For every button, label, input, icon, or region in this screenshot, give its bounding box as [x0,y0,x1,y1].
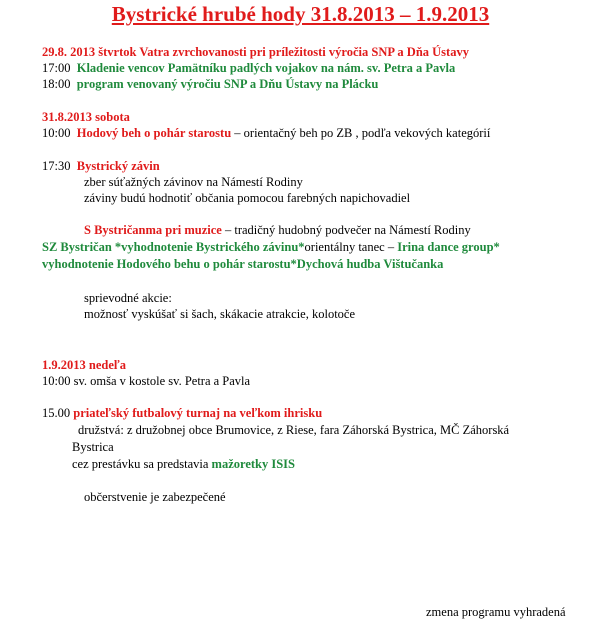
day3-football-name: priateľský futbalový turnaj na veľkom ihrisku [73,406,323,420]
day2-program-part1: SZ Bystričan *vyhodnotenie Bystrického závinu* [42,240,305,254]
day2-muzika-name: S Bystričanma pri muzice [84,223,222,237]
day2-run-desc: – orientačný beh po ZB , podľa vekových kategórií [234,126,491,140]
day2-side-heading: sprievodné akcie: [84,291,172,305]
day1-item1-text: Kladenie vencov Pamätníku padlých vojakov na nám. sv. Petra a Pavla [76,61,456,75]
day1-heading: 29.8. 2013 štvrtok Vatra zvrchovanosti pri príležitosti výročia SNP a Dňa Ústavy [42,45,469,59]
day3-heading: 1.9.2013 nedeľa [42,358,126,372]
day1-item1 [42,60,455,76]
day3-majorettes-name: mažoretky ISIS [211,457,295,471]
day2-zavin-time: 17:30 [42,159,71,173]
day3-football [42,405,322,421]
page-title: Bystrické hrubé hody 31.8.2013 – 1.9.2013 [111,2,490,26]
footer-note: zmena programu vyhradená [426,605,566,619]
day3-refreshments: občerstvenie je zabezpečené [84,490,226,504]
day2-program-part3: Irina dance group* [397,240,500,254]
day1-item2 [42,76,378,92]
day2-run [42,125,490,141]
day2-side-text: možnosť vyskúšať si šach, skákacie atrakcie, kolotoče [84,307,356,321]
day3-majorettes-intro: cez prestávku sa predstavia [72,457,209,471]
day2-zavin [42,158,160,174]
day3-teams-line1: družstvá: z družobnej obce Brumovice, z Riese, fara Záhorská Bystrica, MČ Záhorská [78,423,510,437]
day2-muzika [84,222,471,238]
day1-item2-time: 18:00 [42,77,71,91]
day2-heading: 31.8.2013 sobota [42,110,130,124]
day3-teams-line2: Bystrica [72,440,114,454]
day2-zavin-line1: zber súťažných závinov na Námestí Rodiny [84,175,303,189]
day2-zavin-line2: záviny budú hodnotiť občania pomocou farebných napichovadiel [84,191,411,205]
day3-mass: 10:00 sv. omša v kostole sv. Petra a Pavla [42,374,251,388]
day2-run-name: Hodový beh o pohár starostu [76,126,232,140]
day2-program-line2: vyhodnotenie Hodového behu o pohár starostu*Dychová hudba Vištučanka [42,257,444,271]
day3-football-time: 15.00 [42,406,71,420]
day3-majorettes [72,456,295,472]
day2-run-time: 10:00 [42,126,71,140]
day2-program-line1 [42,239,500,255]
day1-item1-time: 17:00 [42,61,71,75]
day1-item2-text: program venovaný výročiu SNP a Dňu Ústavy na Plácku [76,77,379,91]
day2-program-part2: orientálny tanec – [304,240,395,254]
day2-muzika-desc: – tradičný hudobný podvečer na Námestí Rodiny [224,223,471,237]
day2-zavin-name: Bystrický závin [76,159,160,173]
